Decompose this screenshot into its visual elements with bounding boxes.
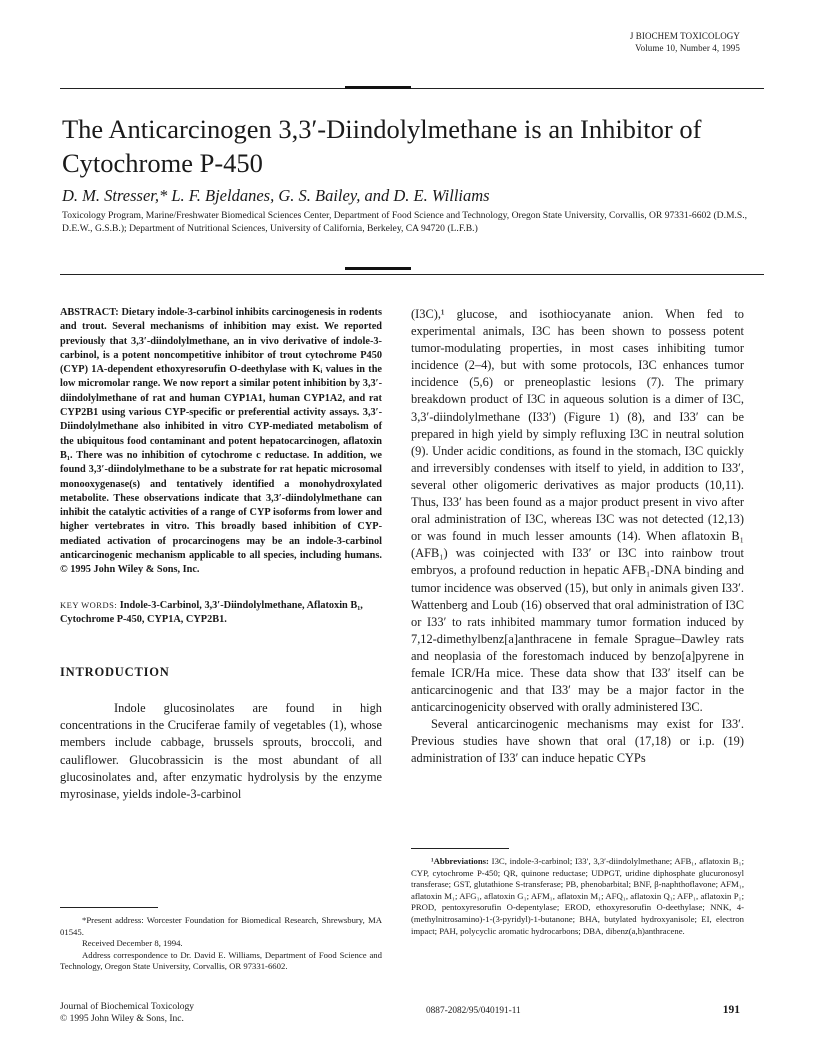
bottom-rule-accent <box>345 267 411 270</box>
volume-issue: Volume 10, Number 4, 1995 <box>635 43 740 53</box>
footnote-rule <box>411 848 509 849</box>
journal-short-name: J BIOCHEM TOXICOLOGY <box>629 31 740 41</box>
section-heading-introduction: INTRODUCTION <box>60 665 170 680</box>
footer-code: 0887-2082/95/040191-11 <box>426 1006 521 1016</box>
footnote-received: Received December 8, 1994. <box>82 938 183 949</box>
intro-paragraph-1: Indole glucosinolates are found in high concentrations in the Cruciferae family of vegetables (1), whose members include cabbage, brussels sprouts, broccoli, and cauliflower. Glucobrassicin is the most abundant of all glucosinolates and, after enzymatic hydrolysis by the enzyme myrosinase, yields indole-3-carbinol <box>60 701 382 801</box>
article-title: The Anticarcinogen 3,3′-Diindolylmethane is an Inhibitor of Cytochrome P-450 <box>62 114 702 178</box>
page-number: 191 <box>722 1004 740 1016</box>
intro-paragraph-2: (I3C),¹ glucose, and isothiocyanate anion. When fed to experimental animals, I3C has been shown to possess potent tumor-modulating properties, in most cases inhibiting tumor incidence (2–4), but with some protocols, I3C enhances tumor incidence (5,6) or preneoplastic lesions (7). The primary breakdown product of I3C in aqueous solution is a dimer of I3C, 3,3′-diindolylmethane (I33′) (Figure 1) (8), and I33′ can be prepared in high yield by simply refluxing I3C in neutral solution (9). Under acidic conditions, as found in the stomach, I3C quickly and irreversibly condenses with itself to yield, in addition to I33′, several other oligomeric derivatives as major products (10,11). Thus, I33′ has been found as a major product present in vivo after oral administration of I3C, whereas I3C was not detected (12,13) or was found in much lesser amounts (14). When aflatoxin B₁ (AFB₁) was coinjected with I33′ or I3C into rainbow trout embryos, a profound reduction in hepatic AFB₁-DNA binding and tumor incidence was observed (15), but only in animals given I33′. Wattenberg and Loub (16) observed that oral administration of I3C or I33′ to rats inhibited mammary tumor formation induced by 7,12-dimethylbenz[a]anthracene in female Sprague–Dawley rats and neoplasia of the forestomach induced by benzo[a]pyrene in female ICR/Ha mice. These data show that I33′ itself can be anticarcinogenic and that I33′ may be a major factor in the anticarcinogenicity observed with orally administered I3C. <box>411 307 744 715</box>
left-footnotes <box>60 907 382 973</box>
abbreviations-footnote <box>411 848 744 937</box>
keywords-text: Indole-3-Carbinol, 3,3′-Diindolylmethane, Aflatoxin B₁, Cytochrome P-450, CYP1A, CYP2B1. <box>60 599 363 625</box>
abstract-text: Dietary indole-3-carbinol inhibits carcinogenesis in rodents and trout. Several mechanisms of inhibition may exist. We reported previously that 3,3′-diindolylmethane, an in vivo derivative of indole-3-carbinol, is a potent noncompetitive inhibitor of trout cytochrome P450 (CYP) 1A-dependent ethoxyresorufin O-deethylase with Kᵢ values in the low micromolar range. We now report a similar potent inhibition by 3,3′-diindolylmethane of rat and human CYP1A1, human CYP1A2, and rat CYP2B1 using various CYP-specific or preferential activity assays. 3,3′-Diindolylmethane also inhibited in vitro CYP-mediated metabolism of the ubiquitous food contaminant and potent hepatocarcinogen, aflatoxin B₁. There was no inhibition of cytochrome c reductase. In addition, we found 3,3′-diindolylmethane to be a substrate for rat hepatic microsomal monooxygenase(s) and tentatively identified a monohydroxylated metabolite. These observations indicate that 3,3′-diindolylmethane can inhibit the catalytic activities of a range of CYP isoforms from lower and higher vertebrates in vitro. This broadly based inhibition of CYP-mediated activation of procarcinogens may be an indole-3-carbinol anticarcinogenic mechanism applicable to all species, including humans. © 1995 John Wiley & Sons, Inc. <box>60 307 382 576</box>
footer-journal-name: Journal of Biochemical Toxicology <box>60 1002 194 1012</box>
keywords-label: KEY WORDS: <box>60 599 118 610</box>
abstract-label: ABSTRACT: <box>60 307 119 318</box>
right-column <box>411 306 744 768</box>
footnote-rule <box>60 907 158 908</box>
author-affiliation: Toxicology Program, Marine/Freshwater Biomedical Sciences Center, Department of Food Science and Technology, Oregon State University, Corvallis, OR 97331-6602 (D.M.S., D.E.W., G.S.B.); Department of Nutritional Sciences, University of California, Berkeley, CA 94720 (L.F.B.) <box>62 210 748 234</box>
abbreviations-body: I3C, indole-3-carbinol; I33′, 3,3′-diindolylmethane; AFB₁, aflatoxin B₁; CYP, cytochrome P-450; QR, quinone reductase; UDPGT, uridine diphosphate glucuronosyl transferase; GST, glutathione S-transferase; PB, phenobarbital; BNF, β-naphthoflavone; AFM₁, aflatoxin M₁; AFG₁, aflatoxin G₁; AFM₁, aflatoxin M₁; AFQ₁, aflatoxin Q₁; AFP₁, aflatoxin P₁; PROD, pentoxyresorufin O-depentylase; EROD, ethoxyresorufin O-deethylase; NNK, 4-(methylnitrosamino)-1-(3-pyridyl)-1-butanone; BHA, butylated hydroxyanisole; EI, electron impact; PAH, polycyclic aromatic hydrocarbons; DBA, dibenz(a,h)anthracene. <box>411 856 745 936</box>
abstract <box>60 306 382 578</box>
article-authors: D. M. Stresser,* L. F. Bjeldanes, G. S. Bailey, and D. E. Williams <box>62 186 490 205</box>
abbreviations-label: ¹Abbreviations: <box>431 856 489 866</box>
footer-copyright: © 1995 John Wiley & Sons, Inc. <box>60 1014 184 1024</box>
footnote-correspondence: Address correspondence to Dr. David E. Williams, Department of Food Science and Technology, Oregon State University, Corvallis, OR 97331-6602. <box>60 949 382 972</box>
left-column <box>60 306 382 815</box>
keywords <box>60 598 382 628</box>
intro-paragraph-3: Several anticarcinogenic mechanisms may exist for I33′. Previous studies have shown that oral (17,18) or i.p. (19) administration of I33′ can induce hepatic CYPs <box>411 717 744 766</box>
top-rule <box>60 88 764 89</box>
journal-info <box>630 30 740 54</box>
abbreviations-text <box>411 856 744 937</box>
top-rule-accent <box>345 86 411 89</box>
bottom-rule <box>60 274 764 275</box>
footer-journal <box>60 1001 194 1025</box>
footnote-present-address: *Present address: Worcester Foundation for Biomedical Research, Shrewsbury, MA 01545. <box>60 915 382 937</box>
